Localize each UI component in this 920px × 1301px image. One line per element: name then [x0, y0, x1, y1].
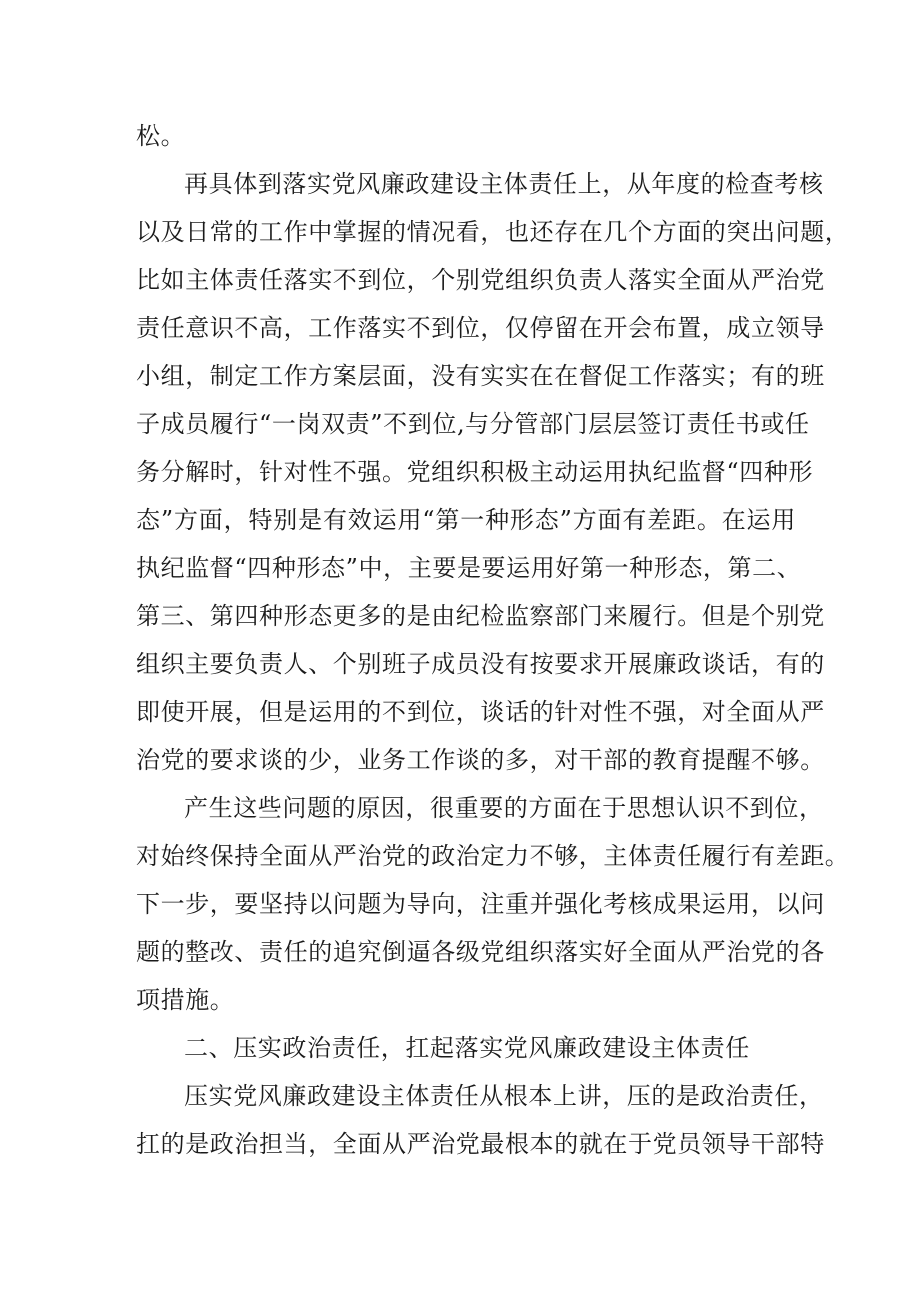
text-line: 组织主要负责人、个别班子成员没有按要求开展廉政谈话，有的 [136, 650, 825, 678]
text-line: 以及日常的工作中掌握的情况看，也还存在几个方面的突出问题， [136, 218, 850, 246]
text-line: 执纪监督“四种形态”中，主要是要运用好第一种形态，第二、 [136, 554, 802, 582]
text-line: 子成员履行“一岗双责”不到位,与分管部门层层签订责任书或任 [136, 410, 810, 438]
text-line: 责任意识不高，工作落实不到位，仅停留在开会布置，成立领导 [136, 314, 825, 342]
text-line: 压实党风廉政建设主体责任从根本上讲，压的是政治责任， [184, 1082, 824, 1110]
text-line: 项措施。 [136, 986, 235, 1014]
text-line: 对始终保持全面从严治党的政治定力不够，主体责任履行有差距。 [136, 842, 850, 870]
text-line: 扛的是政治担当，全面从严治党最根本的就在于党员领导干部特 [136, 1130, 825, 1158]
text-line: 务分解时，针对性不强。党组织积极主动运用执纪监督“四种形 [136, 458, 814, 486]
text-line: 即使开展，但是运用的不到位，谈话的针对性不强，对全面从严 [136, 698, 825, 726]
text-line: 比如主体责任落实不到位，个别党组织负责人落实全面从严治党 [136, 266, 825, 294]
text-line: 题的整改、责任的追究倒逼各级党组织落实好全面从严治党的各 [136, 938, 825, 966]
text-line: 二、压实政治责任，扛起落实党风廉政建设主体责任 [184, 1034, 750, 1062]
text-line: 治党的要求谈的少，业务工作谈的多，对干部的教育提醒不够。 [136, 746, 825, 774]
text-line: 下一步，要坚持以问题为导向，注重并强化考核成果运用，以问 [136, 890, 825, 918]
text-line: 态”方面，特别是有效运用“第一种形态”方面有差距。在运用 [136, 506, 796, 534]
document-body [136, 112, 850, 1168]
text-line: 产生这些问题的原因，很重要的方面在于思想认识不到位， [184, 794, 824, 822]
text-line: 第三、第四种形态更多的是由纪检监察部门来履行。但是个别党 [136, 602, 825, 630]
text-line: 松。 [136, 122, 186, 150]
text-line: 再具体到落实党风廉政建设主体责任上，从年度的检查考核 [184, 170, 824, 198]
text-line: 小组，制定工作方案层面，没有实实在在督促工作落实；有的班 [136, 362, 825, 390]
